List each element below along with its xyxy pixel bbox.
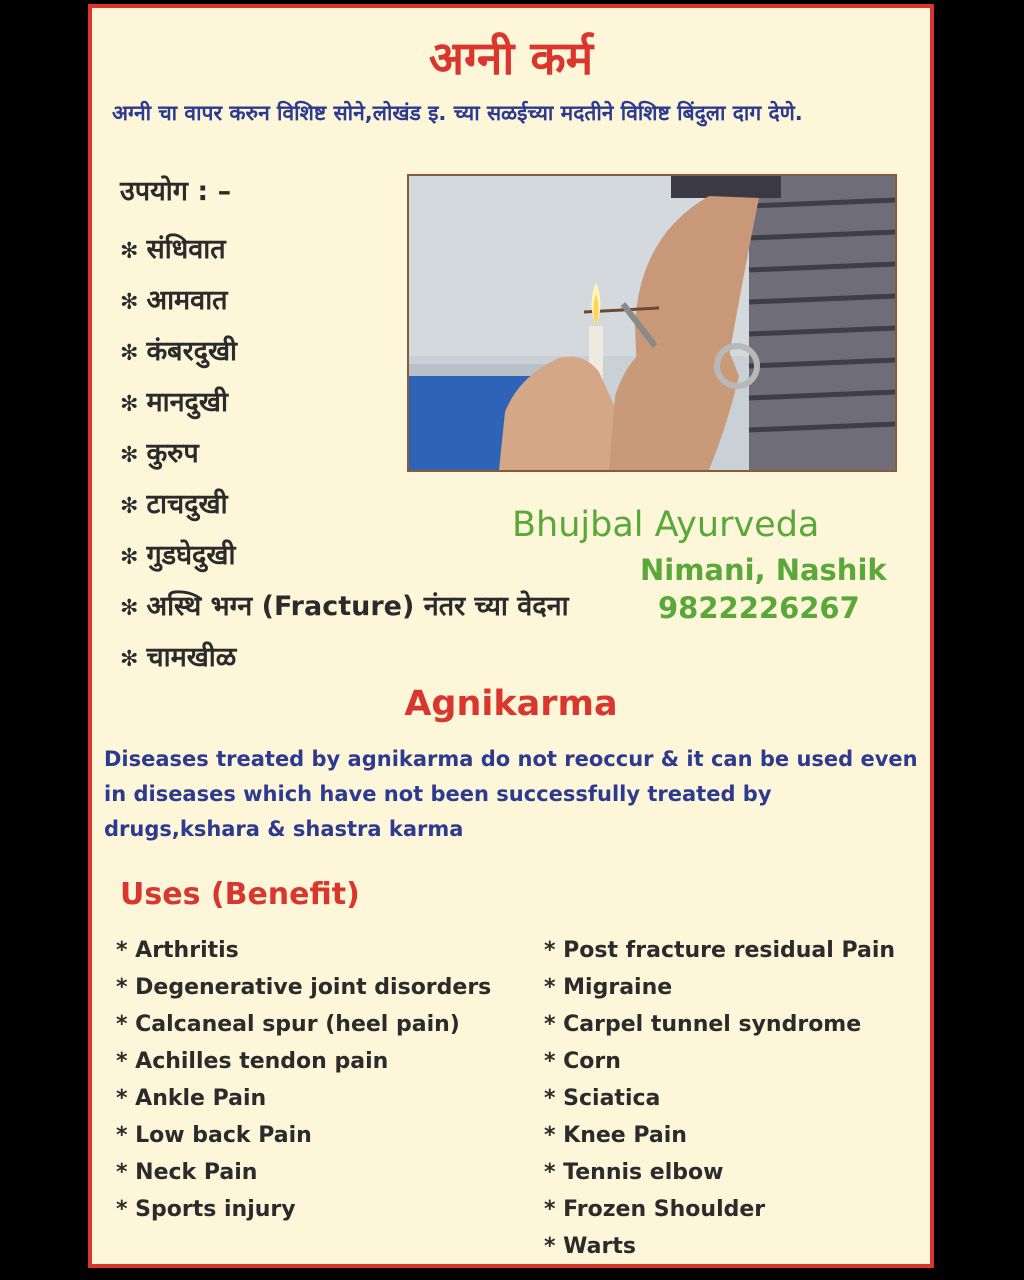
english-description: Diseases treated by agnikarma do not reoccur & it can be used even in diseases which have not been successfully treated by drugs,kshara & shastra karma (104, 747, 918, 841)
list-item-label: कुरुप (146, 438, 199, 469)
english-title: Agnikarma (404, 684, 618, 724)
clinic-location: Nimani, Nashik (640, 553, 887, 587)
list-item (120, 632, 569, 683)
asterisk-bullet-icon: ✻ (120, 239, 139, 264)
list-item: * Frozen Shoulder (544, 1197, 766, 1222)
benefits-list-left (116, 932, 491, 1228)
benefit-heading: Uses (Benefit) (120, 877, 360, 912)
asterisk-bullet-icon: ✻ (120, 290, 139, 315)
asterisk-bullet-icon: ✻ (120, 443, 139, 468)
list-item: * Sports injury (116, 1197, 296, 1222)
list-item: * Degenerative joint disorders (116, 975, 492, 1000)
clinic-phone: 9822226267 (658, 591, 860, 625)
list-item-label: टाचदुखी (146, 489, 228, 520)
list-item: * Migraine (544, 975, 673, 1000)
list-item-label: अस्थि भग्न (Fracture) नंतर च्या वेदना (146, 591, 569, 622)
list-item: * Tennis elbow (544, 1160, 724, 1185)
list-item-label: मानदुखी (146, 387, 228, 418)
list-item-label: संधिवात (146, 234, 226, 265)
list-item: * Warts (544, 1234, 636, 1259)
asterisk-bullet-icon: ✻ (120, 647, 139, 672)
asterisk-bullet-icon: ✻ (120, 596, 139, 621)
clinic-name: Bhujbal Ayurveda (512, 505, 820, 545)
list-item: * Calcaneal spur (heel pain) (116, 1012, 460, 1037)
list-item: * Achilles tendon pain (116, 1049, 389, 1074)
marathi-title: अग्नी कर्म (428, 31, 594, 85)
list-item-label: कंबरदुखी (146, 336, 238, 367)
marathi-intro: अग्नी चा वापर करुन विशिष्ट सोने,लोखंड इ. च्या सळईच्या मदतीने विशिष्ट बिंदुला दाग देणे. (112, 101, 803, 125)
benefits-list-right (544, 932, 895, 1265)
list-item (120, 479, 569, 530)
list-item: * Arthritis (116, 938, 239, 963)
list-item-label: आमवात (146, 285, 228, 316)
list-item: * Neck Pain (116, 1160, 258, 1185)
list-item-label: चामखीळ (146, 642, 237, 673)
list-item: * Post fracture residual Pain (544, 938, 896, 963)
list-item-label: गुडघेदुखी (146, 540, 236, 571)
marathi-uses-heading: उपयोग : – (120, 176, 232, 207)
list-item (120, 581, 569, 632)
list-item: * Knee Pain (544, 1123, 687, 1148)
list-item: * Ankle Pain (116, 1086, 267, 1111)
list-item (120, 530, 569, 581)
agnikarma-procedure-photo (407, 174, 897, 472)
asterisk-bullet-icon: ✻ (120, 341, 139, 366)
list-item: * Carpel tunnel syndrome (544, 1012, 862, 1037)
asterisk-bullet-icon: ✻ (120, 392, 139, 417)
agnikarma-poster (88, 4, 934, 1268)
asterisk-bullet-icon: ✻ (120, 545, 139, 570)
list-item: * Sciatica (544, 1086, 661, 1111)
list-item: * Low back Pain (116, 1123, 312, 1148)
procedure-illustration (409, 176, 895, 470)
list-item: * Corn (544, 1049, 621, 1074)
asterisk-bullet-icon: ✻ (120, 494, 139, 519)
